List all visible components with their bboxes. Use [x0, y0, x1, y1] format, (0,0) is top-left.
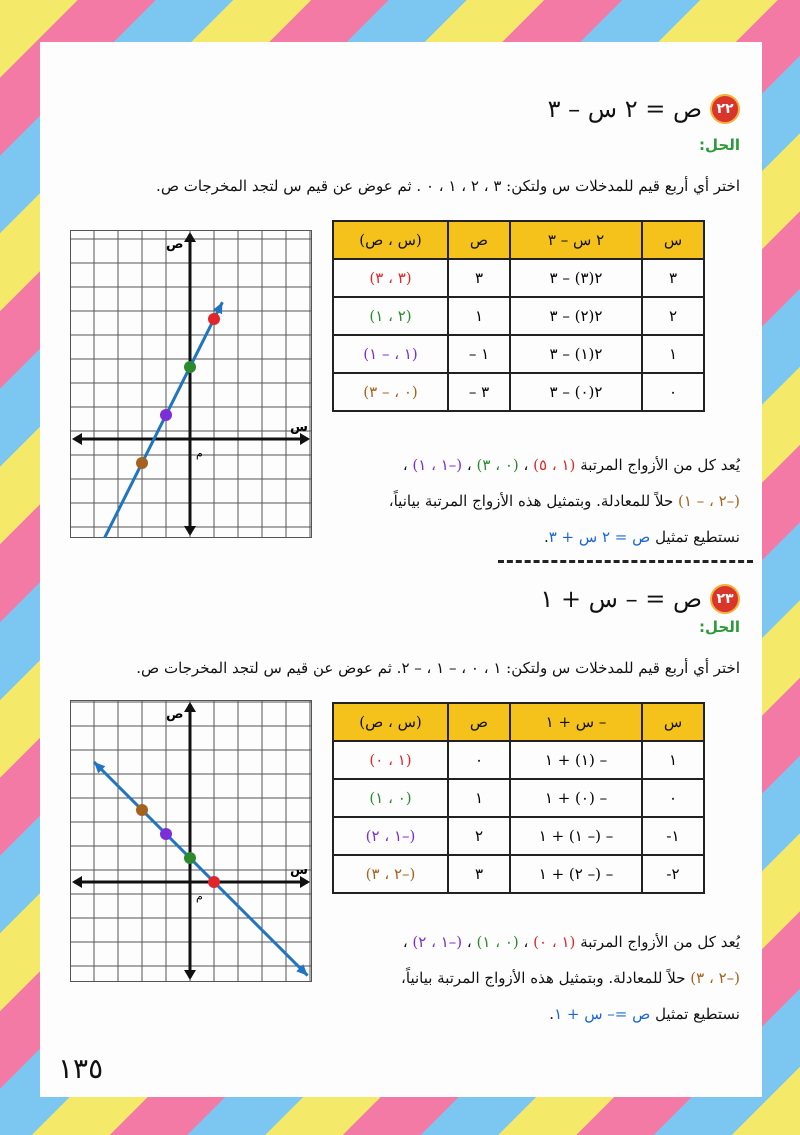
table-cell: ٣ [642, 259, 704, 297]
table-cell: – (١) + ١ [510, 741, 642, 779]
x-axis-arrow [72, 433, 82, 445]
y-axis-label: ص [166, 237, 184, 252]
plotted-point [208, 313, 220, 325]
table-row [333, 335, 704, 373]
table-header: ٢ س – ٣ [510, 221, 642, 259]
table-cell: ١ – [448, 335, 510, 373]
table-cell-pair: (–١ ، ٢) [333, 817, 448, 855]
para-mid: حلاً للمعادلة. وبتمثيل هذه الأزواج المرتبة بيانياً، [388, 492, 674, 510]
values-table [332, 220, 705, 412]
plotted-point [208, 876, 220, 888]
table-row [333, 817, 704, 855]
ordered-pair: (–٢ ، ٣) [690, 969, 740, 987]
table-header: ص [448, 221, 510, 259]
graph-line [94, 762, 308, 976]
table-cell: ٢(٠) – ٣ [510, 373, 642, 411]
table-cell: ٠ [448, 741, 510, 779]
problem-number-badge: ٢٢ [710, 94, 740, 124]
table-cell-pair: (١ ، – ١) [333, 335, 448, 373]
table-header: س [642, 221, 704, 259]
ordered-pair: (–٢ ، – ١) [678, 492, 740, 510]
y-axis-arrow [184, 232, 196, 242]
section-divider [498, 560, 753, 563]
para-intro: يُعد كل من الأزواج المرتبة [580, 933, 740, 951]
table-row [333, 741, 704, 779]
table-cell: ٣ [448, 855, 510, 893]
page [40, 42, 762, 1097]
conclusion-intro: نستطيع تمثيل [655, 528, 740, 546]
plotted-point [136, 804, 148, 816]
ordered-pair: (٠ ، ٣) [476, 456, 519, 474]
table-cell: – (– ٢) + ١ [510, 855, 642, 893]
table-header-row [333, 703, 704, 741]
ordered-pair: (٠ ، ١) [476, 933, 519, 951]
origin-label: م [196, 890, 203, 903]
ordered-pair: (١ ، ٠) [533, 933, 576, 951]
table-cell: ٢ [642, 297, 704, 335]
pairs-line: يُعد كل من الأزواج المرتبة (١ ، ٠) ، (٠ ، ١) ، (–١ ، ٢) ، [402, 933, 740, 951]
table-cell-pair: (٢ ، ١) [333, 297, 448, 335]
table-row [333, 855, 704, 893]
page-number: ١٣٥ [58, 1052, 104, 1085]
conclusion-line: نستطيع تمثيل ص =– س + ١. [549, 1005, 740, 1023]
table-header-row [333, 221, 704, 259]
table-cell: ١- [642, 817, 704, 855]
table-cell: ١ [448, 297, 510, 335]
table-cell-pair: (–٢ ، ٣) [333, 855, 448, 893]
table-row [333, 297, 704, 335]
plotted-point [184, 852, 196, 864]
origin-label: م [196, 447, 203, 460]
table-header: ص [448, 703, 510, 741]
table-cell-pair: (٠ ، – ٣) [333, 373, 448, 411]
y-axis-label: ص [166, 707, 184, 722]
problem-22-header [548, 94, 740, 124]
table-row [333, 373, 704, 411]
solution-label: الحل: [699, 136, 740, 154]
table-cell: ٢(٣) – ٣ [510, 259, 642, 297]
table-cell: – (٠) + ١ [510, 779, 642, 817]
table-header: – س + ١ [510, 703, 642, 741]
ordered-pair: (–١ ، ١) [412, 456, 463, 474]
problem-number-badge: ٢٣ [710, 584, 740, 614]
values-table [332, 702, 705, 894]
ordered-pair: (١ ، ٥) [533, 456, 576, 474]
table-cell: ١ [642, 335, 704, 373]
instruction-text: اختر أي أربع قيم للمدخلات س ولتكن: ٣ ، ٢ ، ١ ، ٠ . ثم عوض عن قيم س لتجد المخرجات ص. [156, 177, 740, 195]
table-header: (س ، ص) [333, 221, 448, 259]
table-cell: ٢- [642, 855, 704, 893]
y-axis-arrow [184, 526, 196, 536]
table-cell: ٢(٢) – ٣ [510, 297, 642, 335]
table-cell: – (– ١) + ١ [510, 817, 642, 855]
plotted-point [160, 828, 172, 840]
explanation-paragraph [320, 447, 740, 555]
table-cell: ١ [448, 779, 510, 817]
plotted-point [184, 361, 196, 373]
coordinate-graph [70, 230, 312, 538]
table-cell-pair: (١ ، ٠) [333, 741, 448, 779]
problem-equation: ص = – س + ١ [540, 585, 702, 613]
explanation-paragraph [320, 924, 740, 1032]
table-cell: ١ [642, 741, 704, 779]
plotted-point [136, 457, 148, 469]
x-axis-label: س [290, 420, 308, 435]
coordinate-graph [70, 700, 312, 982]
pairs-line-2 [320, 960, 740, 996]
table-row [333, 779, 704, 817]
pairs-line-2 [320, 483, 740, 519]
problem-equation: ص = ٢ س – ٣ [547, 95, 702, 123]
table-cell-pair: (٠ ، ١) [333, 779, 448, 817]
ordered-pair: (–١ ، ٢) [412, 933, 463, 951]
table-row [333, 259, 704, 297]
conclusion-intro: نستطيع تمثيل [655, 1005, 740, 1023]
y-axis-arrow [184, 702, 196, 712]
conclusion-equation: ص = ٢ س + ٣ [548, 528, 651, 546]
conclusion-line: نستطيع تمثيل ص = ٢ س + ٣. [543, 528, 740, 546]
solution-label: الحل: [699, 618, 740, 636]
table-cell: ٢(١) – ٣ [510, 335, 642, 373]
y-axis-arrow [184, 970, 196, 980]
x-axis-arrow [72, 876, 82, 888]
table-cell: ٣ – [448, 373, 510, 411]
para-intro: يُعد كل من الأزواج المرتبة [580, 456, 740, 474]
table-header: (س ، ص) [333, 703, 448, 741]
conclusion-equation: ص =– س + ١ [554, 1005, 651, 1023]
table-cell: ٠ [642, 779, 704, 817]
table-cell: ٣ [448, 259, 510, 297]
problem-23-header [540, 584, 740, 614]
para-mid: حلاً للمعادلة. وبتمثيل هذه الأزواج المرتبة بيانياً، [401, 969, 686, 987]
table-header: س [642, 703, 704, 741]
plotted-point [160, 409, 172, 421]
table-cell: ٢ [448, 817, 510, 855]
table-cell-pair: (٣ ، ٣) [333, 259, 448, 297]
pairs-line: يُعد كل من الأزواج المرتبة (١ ، ٥) ، (٠ ، ٣) ، (–١ ، ١) ، [402, 456, 740, 474]
x-axis-label: س [290, 863, 308, 878]
instruction-text: اختر أي أربع قيم للمدخلات س ولتكن: ١ ، ٠ ، – ١ ، – ٢. ثم عوض عن قيم س لتجد المخرجات ص. [136, 659, 740, 677]
table-cell: ٠ [642, 373, 704, 411]
